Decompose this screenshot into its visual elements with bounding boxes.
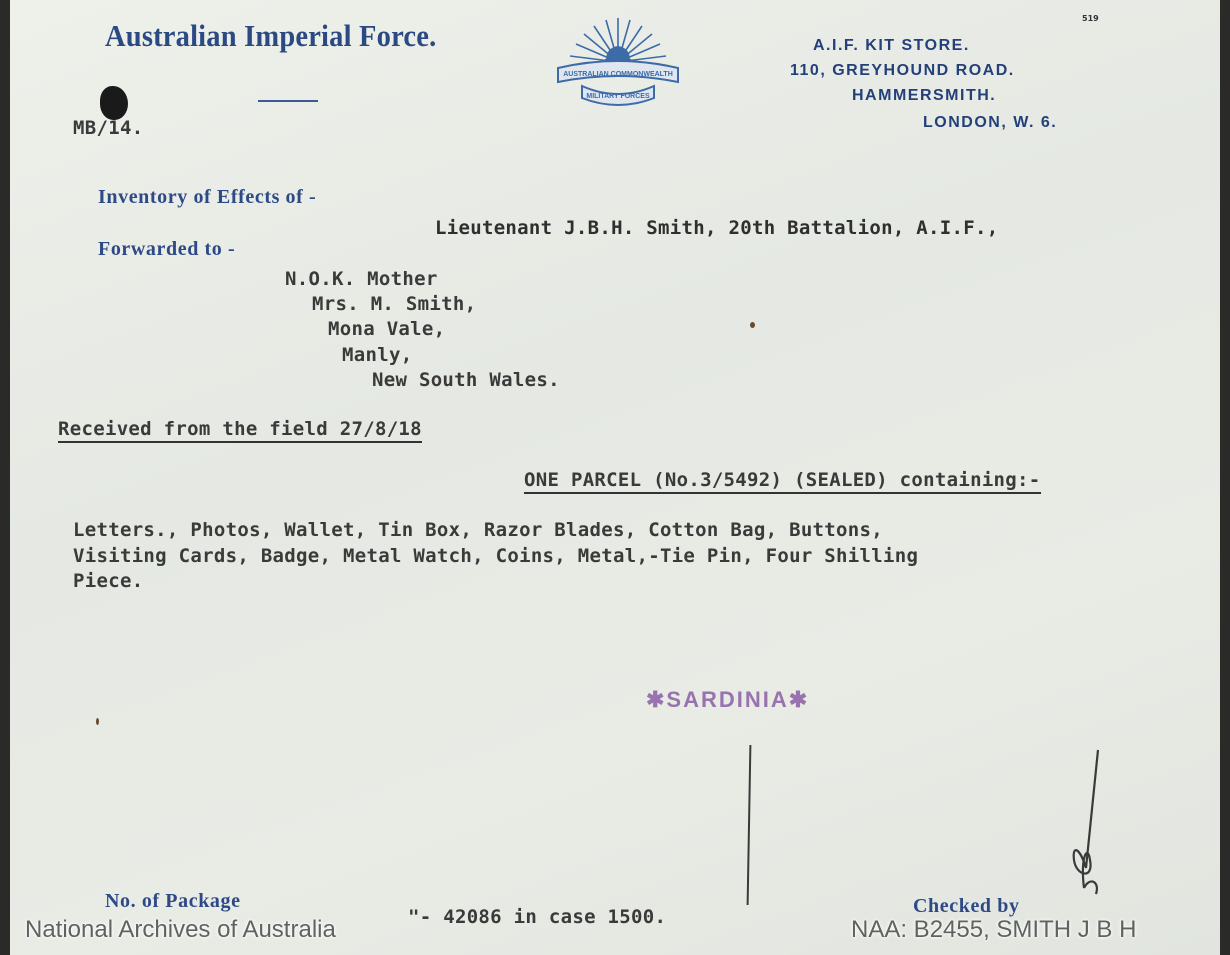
svg-text:AUSTRALIAN COMMONWEALTH: AUSTRALIAN COMMONWEALTH <box>563 71 673 78</box>
recipient-line-2: Mrs. M. Smith, <box>312 293 477 315</box>
inventory-label: Inventory of Effects of - <box>98 186 317 208</box>
signature-mark <box>1050 748 1120 898</box>
recipient-line-4: Manly, <box>342 344 413 366</box>
corner-number: 519 <box>1082 14 1099 23</box>
pencil-mark <box>747 745 752 905</box>
soldier-name: Lieutenant J.B.H. Smith, 20th Battalion, A.I.F., <box>435 217 999 239</box>
punch-hole <box>100 86 128 120</box>
letterhead-title: Australian Imperial Force. <box>105 18 437 53</box>
parcel-description: ONE PARCEL (No.3/5492) (SEALED) containing:- <box>524 469 1041 494</box>
sardinia-stamp: ✱SARDINIA✱ <box>646 687 810 712</box>
letterhead-dash <box>258 100 318 102</box>
contents-line-3: Piece. <box>73 570 144 592</box>
archive-watermark-left: National Archives of Australia <box>25 916 336 943</box>
package-value: "- 42086 in case 1500. <box>408 906 667 928</box>
rising-sun-badge-icon <box>548 12 688 112</box>
address-line-2: 110, GREYHOUND ROAD. <box>790 62 1015 79</box>
reference-number: MB/14. <box>73 117 144 139</box>
ink-spot <box>96 718 99 725</box>
recipient-line-1: N.O.K. Mother <box>285 268 438 290</box>
checked-by-label: Checked by <box>913 895 1020 917</box>
address-line-1: A.I.F. KIT STORE. <box>813 37 970 54</box>
ink-spot <box>750 322 755 328</box>
contents-line-1: Letters., Photos, Wallet, Tin Box, Razor Blades, Cotton Bag, Buttons, <box>73 519 883 541</box>
received-from-field: Received from the field 27/8/18 <box>58 418 422 443</box>
address-line-3: HAMMERSMITH. <box>852 87 997 104</box>
archive-watermark-right: NAA: B2455, SMITH J B H <box>851 916 1137 943</box>
document-page <box>10 0 1220 955</box>
recipient-line-5: New South Wales. <box>372 369 560 391</box>
forwarded-label: Forwarded to - <box>98 238 236 260</box>
package-label: No. of Package <box>105 890 241 912</box>
address-line-4: LONDON, W. 6. <box>923 114 1058 131</box>
recipient-line-3: Mona Vale, <box>328 318 446 340</box>
svg-text:MILITARY FORCES: MILITARY FORCES <box>586 93 650 100</box>
contents-line-2: Visiting Cards, Badge, Metal Watch, Coins, Metal,-Tie Pin, Four Shilling <box>73 545 919 567</box>
